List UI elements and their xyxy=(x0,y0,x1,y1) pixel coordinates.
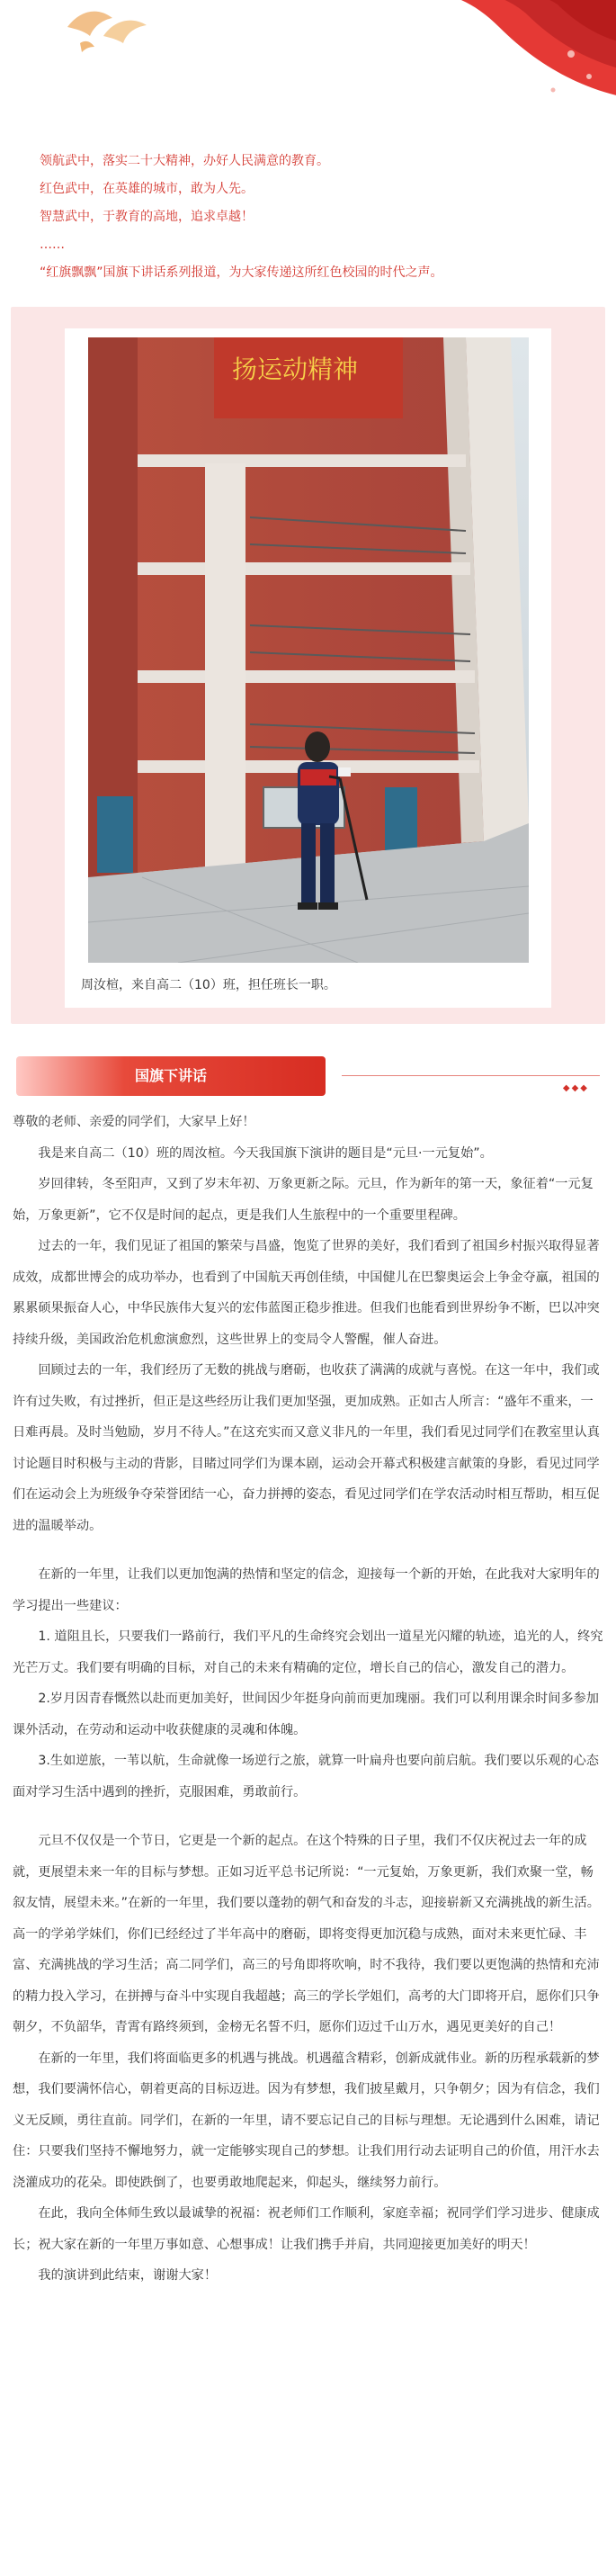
speech-body xyxy=(0,1100,616,2292)
speech-paragraph: 我是来自高二（10）班的周汝楦。今天我国旗下演讲的题目是“元旦·一元复始”。 xyxy=(38,1145,493,1161)
speaker-photo xyxy=(88,337,529,963)
speech-paragraph: 过去的一年，我们见证了祖国的繁荣与昌盛，饱览了世界的美好，我们看到了祖国乡村振兴取得显著成效，成都世博会的成功举办，也看到了中国航天再创佳绩，中国健儿在巴黎奥运会上争金夺羸，祖国的累累硕果振奋人心，中华民族伟大复兴的宏伟蓝图正稳步推进。但我们也能看到世界纷争不断，巴以冲突持续升级，美国政治危机愈演愈烈，这些世界上的变局令人警醒，催人奋进。 xyxy=(13,1239,600,1347)
intro-line: 领航武中，落实二十大精神，办好人民满意的教育。 xyxy=(40,154,329,168)
speech-paragraph: 我的演讲到此结束，谢谢大家！ xyxy=(38,2268,218,2283)
intro-line: 红色武中，在英雄的城市，敢为人先。 xyxy=(40,182,254,196)
header-banner xyxy=(0,0,616,144)
speech-paragraph: 在新的一年里，让我们以更加饱满的热情和坚定的信念，迎接每一个新的开始，在此我对大家明年的学习提出一些建议： xyxy=(13,1567,600,1613)
section-title: 国旗下讲话 xyxy=(16,1056,326,1096)
section-divider xyxy=(342,1075,600,1076)
speech-paragraph: 尊敬的老师、亲爱的同学们，大家早上好！ xyxy=(13,1115,255,1129)
speech-paragraph: 元旦不仅仅是一个节日，它更是一个新的起点。在这个特殊的日子里，我们不仅庆祝过去一年的成就，更展望未来一年的目标与梦想。正如习近平总书记所说：“一元复始，万象更新，我们欢聚一堂，畅叙友情，展望未来。”在新的一年里，我们要以蓬勃的朝气和奋发的斗志，迎接崭新又充满挑战的新生活。高一的学弟学妹们，你们已经经过了半年高中的磨砺，即将变得更加沉稳与成熟，面对未来更忙碌、丰富、充满挑战的学习生活；高二同学们，高三的号角即将吹响，时不我待，我们要以更饱满的热情和充沛的精力投入学习，在拼搏与奋斗中实现自我超越；高三的学长学姐们，高考的大门即将开启，愿你们只争朝夕，不负韶华，青霄有路终须到，金榜无名誓不归，愿你们迈过千山万水，遇见更美好的自己！ xyxy=(13,1834,600,2034)
speech-paragraph: 回顾过去的一年，我们经历了无数的挑战与磨砺，也收获了满满的成就与喜悦。在这一年中，我们或许有过失败，有过挫折，但正是这些经历让我们更加坚强，更加成熟。正如古人所言：“盛年不重来，一日难再晨。及时当勉励，岁月不待人。”在这充实而又意义非凡的一年里，我们看见过同学们在教室里认真讨论题目时积极与主动的背影，目睹过同学们为课本剧，运动会开幕式积极建言献策的身影，看见过同学们在运动会上为班级争夺荣誉团结一心，奋力拼搏的姿态，看见过同学们在学农活动时相互帮助，相互促进的温暖举动。 xyxy=(13,1363,600,1533)
speech-paragraph: 3.生如逆旅，一苇以航，生命就像一场逆行之旅，就算一叶扁舟也要向前启航。我们要以乐观的心态面对学习生活中遇到的挫折，克服困难，勇敢前行。 xyxy=(13,1754,599,1800)
section-header xyxy=(0,1047,616,1100)
speech-paragraph: 1. 道阻且长，只要我们一路前行，我们平凡的生命终究会划出一道星光闪耀的轨迹，追光的人，终究光芒万丈。我们要有明确的目标，对自己的未来有精确的定位，增长自己的信心，激发自己的潜力。 xyxy=(13,1629,603,1675)
red-flag-swoosh xyxy=(400,0,616,126)
speech-paragraph: 岁回律转，冬至阳声，又到了岁末年初、万象更新之际。元旦，作为新年的第一天，象征着“一元复始，万象更新”，它不仅是时间的起点，更是我们人生旅程中的一个重要里程碑。 xyxy=(13,1177,594,1223)
speech-paragraph: 2.岁月因青春慨然以赴而更加美好，世间因少年挺身向前而更加瑰丽。我们可以利用课余时间多参加课外活动，在劳动和运动中收获健康的灵魂和体魄。 xyxy=(13,1692,599,1737)
decorative-dots-icon: ◆◆◆ xyxy=(562,1083,589,1093)
intro-line: …… xyxy=(40,238,65,252)
intro-block xyxy=(0,135,616,292)
speech-paragraph: 在新的一年里，我们将面临更多的机遇与挑战。机遇蕴含精彩，创新成就伟业。新的历程承载新的梦想，我们要满怀信心，朝着更高的目标迈进。因为有梦想，我们披星戴月，只争朝夕；因为有信念，我们义无反顾，勇往直前。同学们，在新的一年里，请不要忘记自己的目标与理想。无论遇到什么困难，请记住：只要我们坚持不懈地努力，就一定能够实现自己的梦想。让我们用行动去证明自己的价值，用汗水去浇灌成功的花朵。即使跌倒了，也要勇敢地爬起来，仰起头，继续努力前行。 xyxy=(13,2051,600,2190)
doves-icon xyxy=(49,0,157,72)
photo-banner-text: 扬运动精神 xyxy=(231,355,358,384)
speech-paragraph: 在此，我向全体师生致以最诚挚的祝福：祝老师们工作顺利，家庭幸福；祝同学们学习进步、健康成长；祝大家在新的一年里万事如意、心想事成！让我们携手并肩，共同迎接更加美好的明天！ xyxy=(13,2206,600,2252)
photo-caption: 周汝楦，来自高二（10）班，担任班长一职。 xyxy=(81,978,336,992)
photo-frame xyxy=(11,307,605,1024)
intro-line: 智慧武中，于教育的高地，追求卓越！ xyxy=(40,210,254,224)
photo-card xyxy=(65,328,551,1008)
intro-line: “红旗飘飘”国旗下讲话系列报道，为大家传递这所红色校园的时代之声。 xyxy=(40,265,443,280)
